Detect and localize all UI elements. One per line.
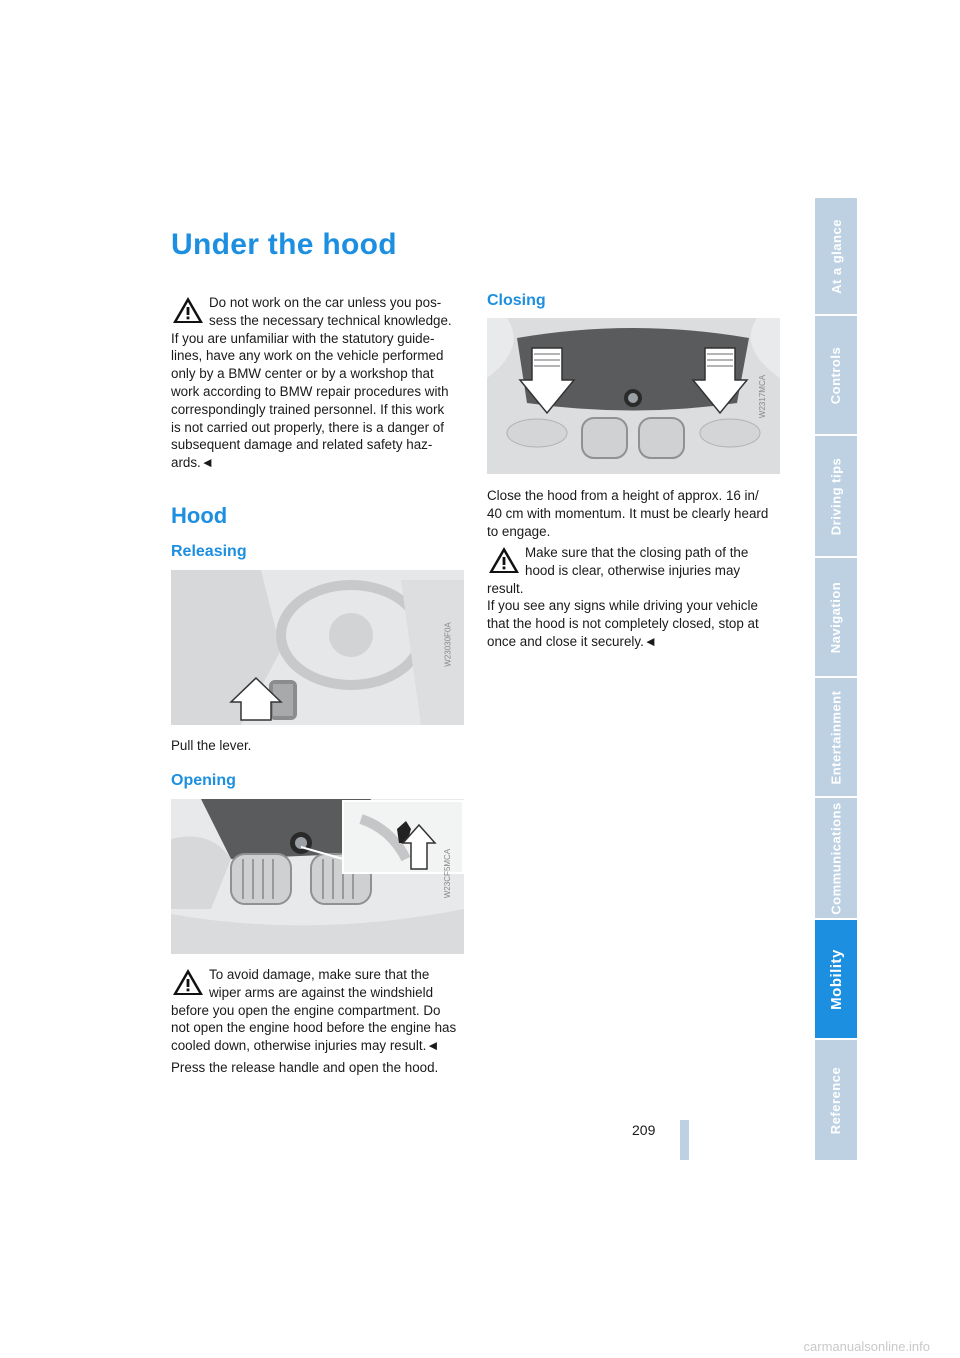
intro-warning-text: Do not work on the car unless you pos- sess the necessary technical knowledge. If you are unfamiliar with the statutory guide- lines, have any work on the vehicle performed only by a BMW center or by a workshop that work according to BMW repair procedures with correspondingly trained personnel. If this work is not carried out properly, there is a danger of subsequent damage and related safety haz- ards.◄: [171, 295, 452, 471]
opening-text: Press the release handle and open the hood.: [171, 1060, 439, 1075]
subheading-releasing: Releasing: [171, 543, 247, 560]
closing-hood-image: [487, 318, 780, 474]
warning-icon: [487, 545, 521, 575]
tab-mobility[interactable]: Mobility: [815, 920, 857, 1038]
warning-icon: [171, 967, 205, 997]
tab-communications[interactable]: Communications: [815, 798, 857, 918]
page-title: Under the hood: [171, 228, 397, 261]
watermark: carmanualsonline.info: [803, 1339, 930, 1354]
image-code: W2317MCA: [757, 374, 767, 419]
tab-controls[interactable]: Controls: [815, 316, 857, 434]
opening-warning: [171, 966, 463, 1055]
subheading-closing: Closing: [487, 292, 546, 309]
closing-warning-text: Make sure that the closing path of the hood is clear, otherwise injuries may result. If you see any signs while driving your vehicle that the hood is not completely closed, stop at once and close it securely.◄: [487, 545, 759, 649]
tab-entertainment[interactable]: Entertainment: [815, 678, 857, 796]
section-heading-hood: Hood: [171, 503, 228, 528]
tab-navigation[interactable]: Navigation: [815, 558, 857, 676]
releasing-lever-image: [171, 570, 464, 725]
page-number: 209: [632, 1122, 656, 1138]
opening-hood-image: [171, 799, 464, 954]
page-number-bar: [680, 1120, 689, 1160]
releasing-caption: Pull the lever.: [171, 738, 252, 753]
image-code: W23CF5MCA: [442, 848, 452, 899]
tab-at-a-glance[interactable]: At a glance: [815, 198, 857, 314]
warning-icon: [171, 295, 205, 325]
subheading-opening: Opening: [171, 772, 236, 789]
tab-reference[interactable]: Reference: [815, 1040, 857, 1160]
closing-warning: [487, 544, 787, 651]
image-code: W23030F0A: [443, 622, 453, 667]
closing-text: Close the hood from a height of approx. 16 in/ 40 cm with momentum. It must be clearly heard to engage.: [487, 488, 769, 539]
tab-driving-tips[interactable]: Driving tips: [815, 436, 857, 556]
opening-warning-text: To avoid damage, make sure that the wiper arms are against the windshield before you open the engine compartment. Do not open the engine hood before the engine has cooled down, otherwise injuries may result.◄: [171, 967, 457, 1054]
intro-warning: [171, 294, 463, 472]
